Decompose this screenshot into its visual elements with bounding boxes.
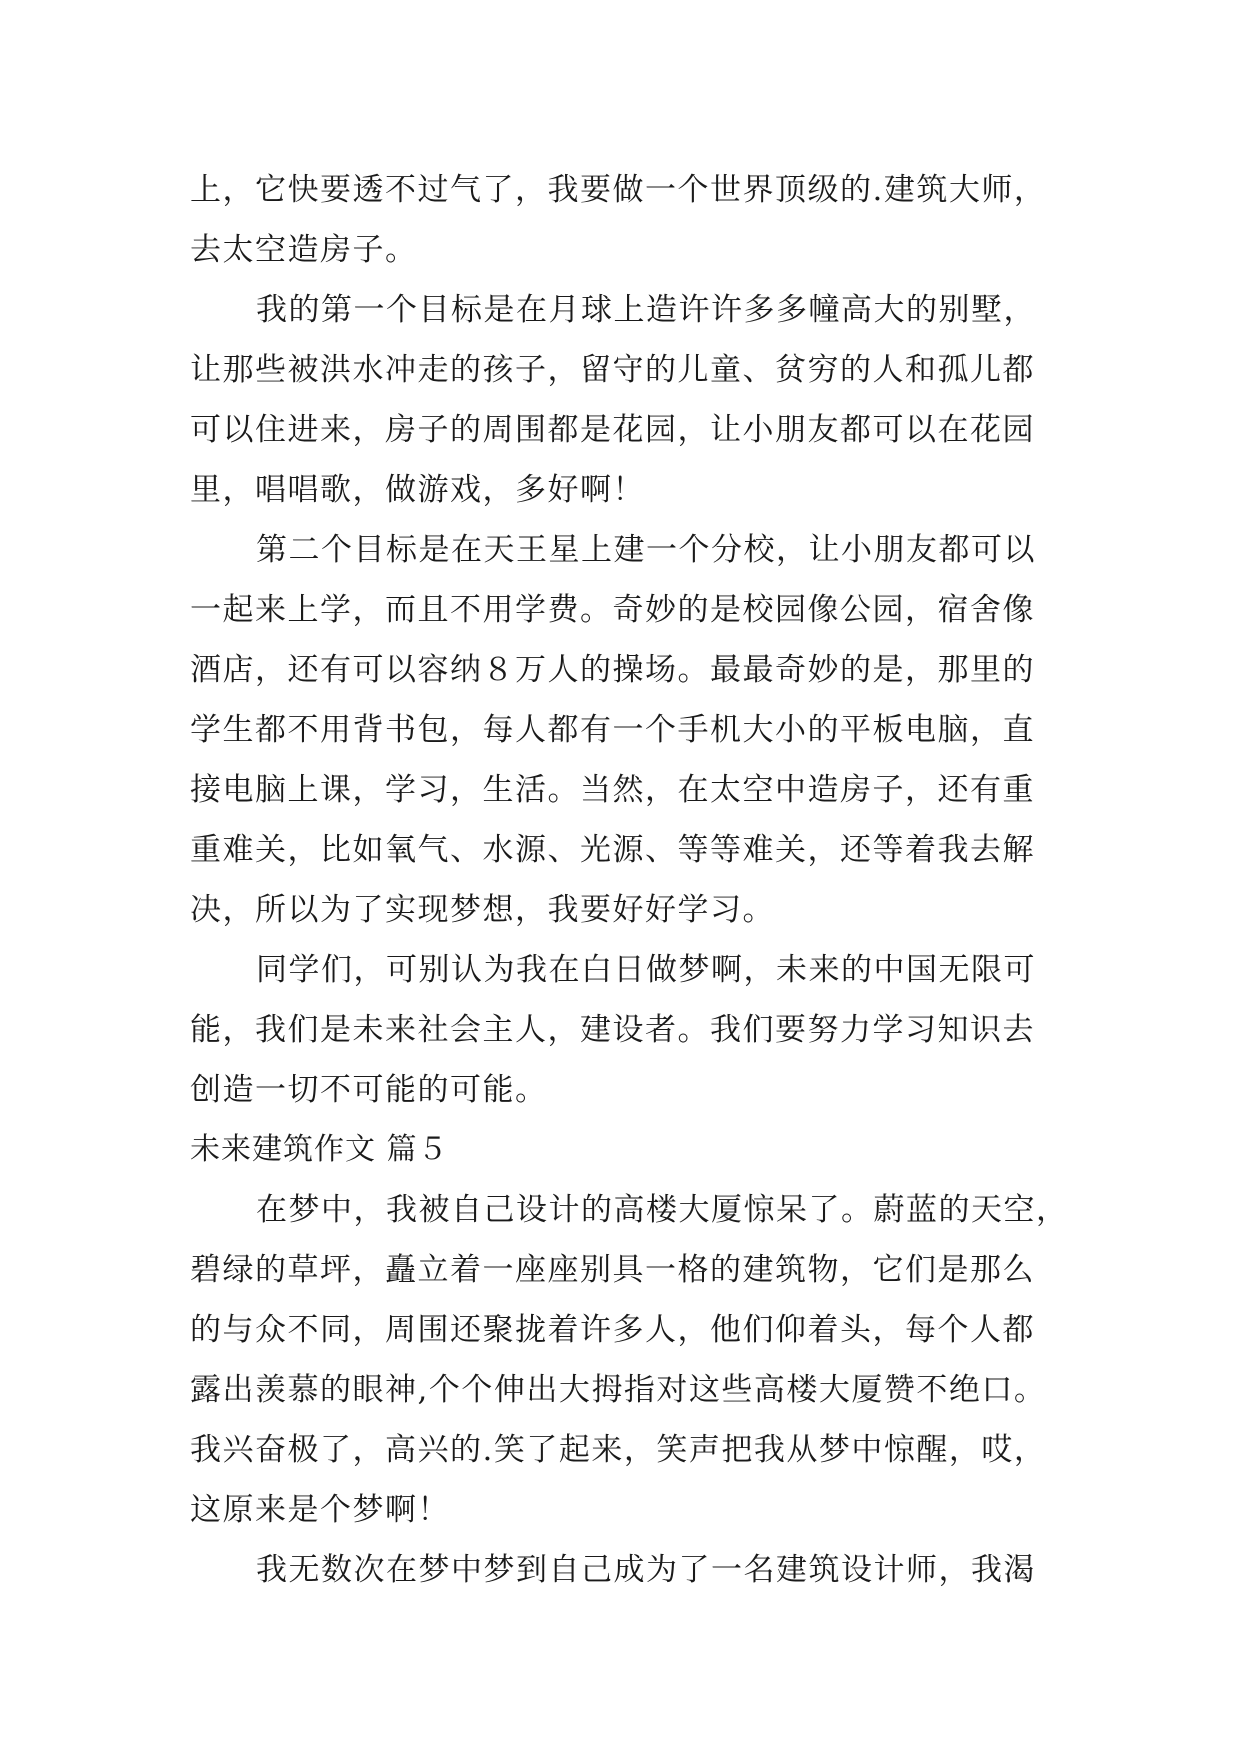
paragraph-start-line: 第二个目标是在天王星上建一个分校，让小朋友都可以 [256, 532, 1036, 568]
text-line: 一起来上学，而且不用学费。奇妙的是校园像公园，宿舍像 [190, 592, 1035, 628]
document-body [190, 160, 1069, 1600]
text-line: 的与众不同，周围还聚拢着许多人，他们仰着头，每个人都 [190, 1312, 1035, 1348]
text-line: 里，唱唱歌，做游戏，多好啊！ [190, 472, 645, 508]
paragraph-start-line: 我的第一个目标是在月球上造许许多多幢高大的别墅， [256, 292, 1036, 328]
text-line: 露出羡慕的眼神,个个伸出大拇指对这些高楼大厦赞不绝口。 [190, 1372, 1047, 1408]
text-line: 创造一切不可能的可能。 [190, 1072, 548, 1108]
text-line: 酒店，还有可以容纳８万人的操场。最最奇妙的是，那里的 [190, 652, 1035, 688]
text-line: 学生都不用背书包，每人都有一个手机大小的平板电脑，直 [190, 712, 1035, 748]
text-line: 碧绿的草坪，矗立着一座座别具一格的建筑物，它们是那么 [190, 1252, 1035, 1288]
text-line: 这原来是个梦啊！ [190, 1492, 450, 1528]
text-line: 决，所以为了实现梦想，我要好好学习。 [190, 892, 775, 928]
text-line: 可以住进来，房子的周围都是花园，让小朋友都可以在花园 [190, 412, 1035, 448]
paragraph-start-line: 我无数次在梦中梦到自己成为了一名建筑设计师，我渴 [256, 1552, 1036, 1588]
text-line: 去太空造房子。 [190, 232, 418, 268]
text-line: 接电脑上课，学习，生活。当然，在太空中造房子，还有重 [190, 772, 1035, 808]
section-heading: 未来建筑作文 篇５ [190, 1132, 449, 1167]
paragraph-start-line: 在梦中，我被自己设计的高楼大厦惊呆了。蔚蓝的天空， [256, 1192, 1069, 1228]
text-line: 能，我们是未来社会主人，建设者。我们要努力学习知识去 [190, 1012, 1035, 1048]
paragraph-start-line: 同学们，可别认为我在白日做梦啊，未来的中国无限可 [256, 952, 1036, 988]
text-line: 上，它快要透不过气了，我要做一个世界顶级的.建筑大师， [190, 172, 1047, 208]
text-line: 我兴奋极了，高兴的.笑了起来，笑声把我从梦中惊醒，哎， [190, 1432, 1047, 1468]
text-line: 让那些被洪水冲走的孩子，留守的儿童、贫穷的人和孤儿都 [190, 352, 1035, 388]
text-line: 重难关，比如氧气、水源、光源、等等难关，还等着我去解 [190, 832, 1035, 868]
